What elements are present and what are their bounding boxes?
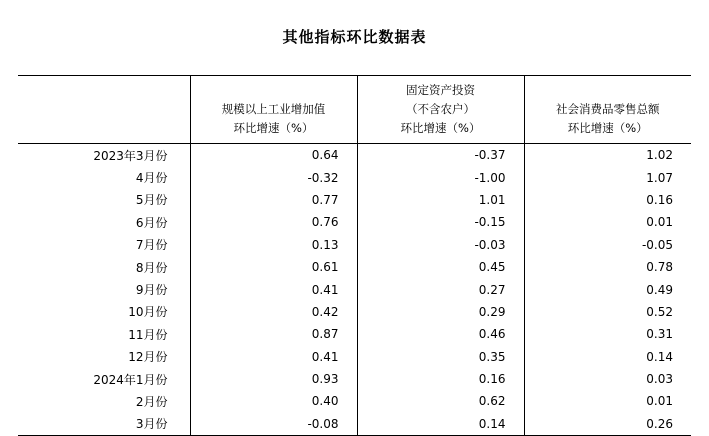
cell-retail-sales: 0.01: [646, 394, 673, 409]
column-header-industrial-value-added: [190, 76, 357, 144]
table-row: [18, 323, 691, 345]
cell-industrial-value-added: 0.40: [190, 390, 357, 412]
column-header-fixed-asset-investment: [357, 76, 524, 144]
row-label: 11月份: [18, 323, 190, 345]
table-corner-cell: [18, 76, 190, 144]
cell-industrial-value-added: 0.42: [190, 301, 357, 323]
cell-fixed-asset-investment: -0.37: [357, 144, 524, 167]
cell-industrial-value-added: -0.08: [190, 413, 357, 436]
table-row: [18, 166, 691, 188]
cell-retail-sales: 0.01: [646, 215, 673, 230]
cell-retail-sales: 1.02: [646, 148, 673, 163]
table-row: [18, 234, 691, 256]
cell-industrial-value-added: 0.64: [190, 144, 357, 167]
cell-industrial-value-added: 0.87: [190, 323, 357, 345]
cell-fixed-asset-investment: -0.03: [357, 234, 524, 256]
table-row: [18, 346, 691, 368]
table-row: [18, 301, 691, 323]
cell-retail-sales: 1.07: [646, 170, 673, 185]
cell-retail-sales: 0.78: [646, 260, 673, 275]
cell-fixed-asset-investment: 0.62: [357, 390, 524, 412]
row-label: 9月份: [18, 278, 190, 300]
row-label: 6月份: [18, 211, 190, 233]
row-label: 3月份: [18, 413, 190, 436]
cell-retail-sales: 0.03: [646, 372, 673, 387]
row-label: 8月份: [18, 256, 190, 278]
table-row: [18, 211, 691, 233]
table-row: [18, 256, 691, 278]
column-header-line: 环比增速（%）: [567, 121, 648, 135]
cell-retail-sales: 0.52: [646, 304, 673, 319]
cell-industrial-value-added: 0.93: [190, 368, 357, 390]
column-header-line: 环比增速（%）: [233, 121, 314, 135]
cell-fixed-asset-investment: 1.01: [357, 189, 524, 211]
table-row: [18, 390, 691, 412]
table-body: [18, 144, 691, 436]
column-header-retail-sales: [524, 76, 691, 144]
row-label: 4月份: [18, 166, 190, 188]
cell-fixed-asset-investment: -0.15: [357, 211, 524, 233]
cell-fixed-asset-investment: 0.45: [357, 256, 524, 278]
cell-retail-sales: 0.26: [524, 413, 691, 436]
cell-fixed-asset-investment: 0.29: [357, 301, 524, 323]
cell-retail-sales: -0.05: [641, 237, 673, 252]
cell-fixed-asset-investment: 0.46: [357, 323, 524, 345]
table-row: [18, 413, 691, 436]
column-header-line: 社会消费品零售总额: [556, 102, 660, 116]
row-label: 2024年1月份: [18, 368, 190, 390]
cell-industrial-value-added: 0.41: [190, 278, 357, 300]
cell-fixed-asset-investment: 0.35: [357, 346, 524, 368]
row-label: 2月份: [18, 390, 190, 412]
cell-fixed-asset-investment: 0.14: [357, 413, 524, 436]
table-row: [18, 189, 691, 211]
row-label: 5月份: [18, 189, 190, 211]
table-header-row: [18, 76, 691, 144]
table-container: [18, 47, 691, 436]
column-header-line: 固定资产投资: [406, 83, 475, 97]
other-indicators-mom-table: [18, 75, 691, 436]
cell-industrial-value-added: 0.76: [190, 211, 357, 233]
cell-retail-sales: 0.14: [646, 349, 673, 364]
cell-industrial-value-added: 0.61: [190, 256, 357, 278]
cell-fixed-asset-investment: 0.27: [357, 278, 524, 300]
cell-fixed-asset-investment: 0.16: [357, 368, 524, 390]
table-row: [18, 368, 691, 390]
cell-industrial-value-added: 0.41: [190, 346, 357, 368]
row-label: 12月份: [18, 346, 190, 368]
cell-retail-sales: 0.31: [646, 327, 673, 342]
row-label: 7月份: [18, 234, 190, 256]
cell-retail-sales: 0.16: [646, 192, 673, 207]
cell-industrial-value-added: -0.32: [190, 166, 357, 188]
cell-industrial-value-added: 0.77: [190, 189, 357, 211]
cell-fixed-asset-investment: -1.00: [357, 166, 524, 188]
table-row: [18, 144, 691, 167]
row-label: 10月份: [18, 301, 190, 323]
column-header-line: 规模以上工业增加值: [221, 102, 326, 116]
page-title: 其他指标环比数据表: [282, 28, 427, 46]
table-header: [18, 76, 691, 144]
table-row: [18, 278, 691, 300]
column-header-line: （不含农户）: [406, 102, 475, 116]
column-header-line: 环比增速（%）: [400, 121, 481, 135]
row-label: 2023年3月份: [18, 144, 190, 167]
cell-retail-sales: 0.49: [646, 282, 673, 297]
cell-industrial-value-added: 0.13: [190, 234, 357, 256]
